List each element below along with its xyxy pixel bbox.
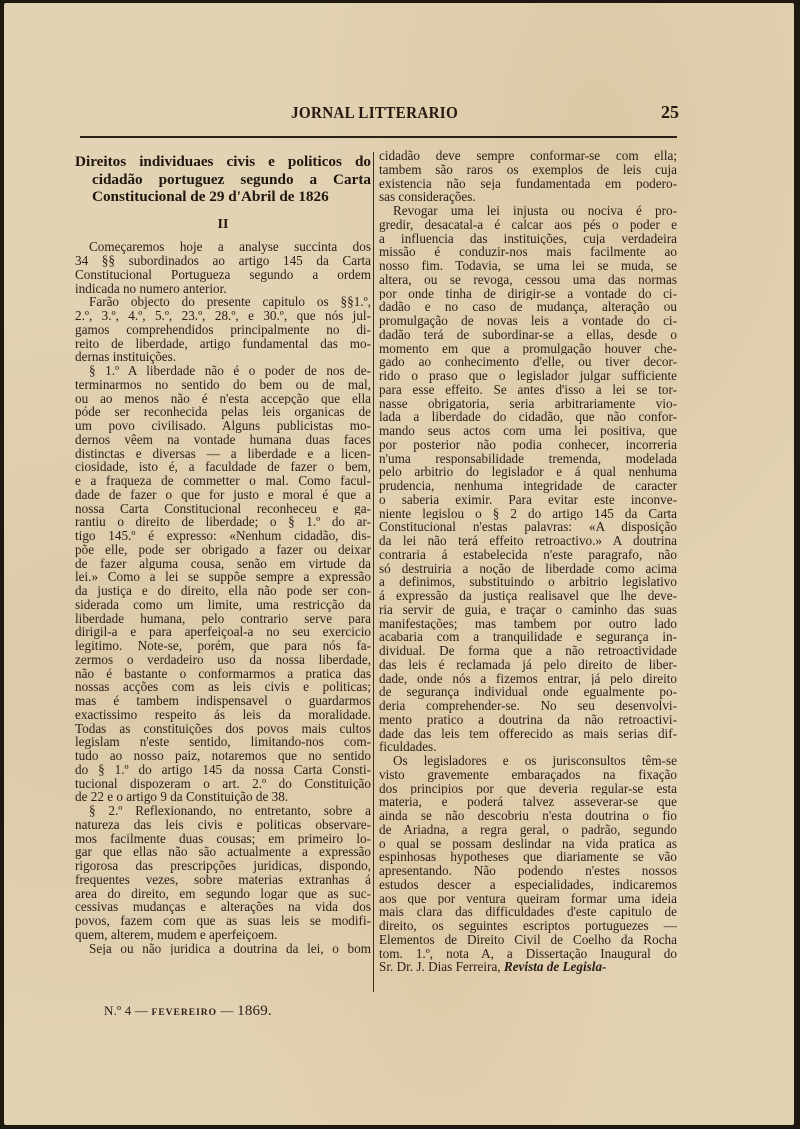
text-line: ciosidade, isto é, a faculdade de fazer o bem, — [75, 460, 371, 474]
text-line: povos, fazem com que as suas leis se modifi- — [75, 914, 371, 928]
text-line: pelo arbitrio do legislador e á qual nenhuma — [379, 465, 677, 479]
text-line: momento em que a promulgação houver che- — [379, 341, 677, 356]
text-line: exactissimo respeito ás leis da moralidade. — [75, 707, 371, 722]
right-column — [379, 149, 677, 974]
text-line: natureza das leis civis e politicas observare- — [75, 817, 371, 832]
text-line: gado ao conhecimento d'elle, ou tiver decor- — [379, 355, 677, 369]
text-line: dirigil-a e para aperfeiçoal-a no seu exercicio — [75, 625, 371, 639]
text-line: dos principios por que deveria regular-se esta — [379, 781, 677, 796]
text-line: dade, onde nós a fizemos entrar, já pelo direito — [379, 671, 677, 686]
text-line: da lei não terá effeito retroactivo.» A doutrina — [379, 534, 677, 548]
title-line: Direitos individuaes civis e politicos do — [75, 153, 371, 170]
text-line: nosso fim. Todavia, se uma lei se muda, se — [379, 259, 677, 273]
text-line: para esse effeito. Se antes d'isso a lei se tor- — [379, 382, 677, 397]
text-line: altera, ou se revoga, cessou uma das normas — [379, 272, 677, 287]
text-line: Seja ou não juridica a doutrina da lei, o bom — [89, 941, 371, 956]
text-line: quem, alterem, mudem e aperfeiçoem. — [75, 927, 278, 942]
paragraph — [379, 149, 677, 204]
text-line: siderada como um limite, uma restricção da — [75, 597, 371, 612]
text-line: Constitucional n'estas palavras: «A disposição — [379, 520, 677, 534]
text-line: missão é conduzir-nos mais facilmente ao — [379, 245, 677, 259]
text-line: legislam n'este sentido, limitando-nos com- — [75, 735, 371, 749]
text-line: zermos o verdadeiro uso da nossa liberdade, — [75, 652, 371, 667]
text-line: póde ser reconhecida pelas leis organicas de — [75, 405, 371, 419]
text-line: não é bastante o conformarmos a pratica das — [75, 666, 371, 681]
text-line: cidadão deve sempre conformar-se com ella; — [379, 149, 677, 163]
text-line: dadão e no caso de mudança, alteração ou — [379, 300, 677, 314]
text-line: Começaremos hoje a analyse succinta dos — [89, 240, 371, 254]
text-line: de 22 e o artigo 9 da Constituição de 38. — [75, 790, 289, 804]
text-line: cessivas mudanças e alterações na vida dos — [75, 900, 371, 914]
text-line: Todas as constituições dos povos mais cultos — [75, 721, 371, 736]
text-line: tambem são raros os exemplos de leis cuja — [379, 162, 677, 177]
text-line: mos facilmente duas cousas; em primeiro lo- — [75, 831, 371, 846]
text-line: a definimos, substituindo o arbitrio legislativo — [379, 575, 677, 589]
text-line: dade de fazer o que for justo e moral é que a — [75, 487, 371, 502]
text-line — [379, 960, 677, 974]
text-line: tom. 1.º, nota A, a Dissertação Inaugural do — [379, 946, 677, 961]
separator: — — [131, 1003, 152, 1018]
text-line: lada a liberdade do cidadão, que não confor- — [379, 410, 677, 424]
text-line: de segurança individual onde egualmente po- — [379, 685, 677, 699]
page-number: 25 — [661, 102, 679, 122]
text-line: põe elle, pode ser obrigado a fazer ou deixar — [75, 542, 371, 557]
text-line: aos que por ventura queiram formar uma ideia — [379, 891, 677, 906]
text-line: Elementos de Direito Civil de Coelho da Rocha — [379, 932, 677, 947]
text-line: promulgação de novas leis a vontade do ci- — [379, 314, 677, 328]
separator: — — [217, 1003, 238, 1018]
text-line: deria comprehender-se. No seu desenvolvi- — [379, 699, 677, 713]
text-line: mando seus actos com uma lei positiva, que — [379, 424, 677, 438]
paragraph — [379, 754, 677, 960]
text-line: terminarmos no sentido do bem ou de mal, — [75, 377, 371, 392]
text-line: 34 §§ subordinados ao artigo 145 da Carta — [75, 254, 371, 268]
text-line: Constitucional Portugueza segundo a ordem — [75, 267, 371, 282]
journal-running-head: JORNAL LITTERARIO — [291, 103, 459, 122]
text-line: do § 1.º do artigo 145 da nossa Carta Consti- — [75, 762, 371, 777]
text-line: reito de liberdade, artigo fundamental das mo- — [75, 336, 371, 351]
text-line: gamos comprehendidos principalmente no di- — [75, 322, 371, 337]
paragraph — [75, 942, 371, 956]
text-line: distinctas e diversas — a liberdade e a licen- — [75, 446, 371, 461]
issue-year: 1869. — [237, 1003, 272, 1019]
paragraph — [75, 364, 371, 804]
title-line: cidadão portuguez segundo a Carta — [92, 170, 371, 188]
title-line: Constitucional de 29 d'Abril de 1826 — [92, 188, 329, 205]
paragraph — [379, 204, 677, 754]
text-line: nossa Carta Constitucional reconheceu e ga- — [75, 501, 371, 516]
text-line: da justiça e do direito, ella não pode ser con- — [75, 584, 371, 598]
text-line: legitimo. Note-se, porém, que para nós fa- — [75, 639, 371, 653]
text-line: de fazer alguma cousa, senão em virtude da — [75, 556, 371, 571]
text-line: rido o praso que o legislador julgar sufficiente — [379, 369, 677, 383]
paragraph — [75, 295, 371, 364]
issue-number: N.º 4 — [104, 1003, 132, 1018]
paragraph — [75, 240, 371, 295]
text-line: nasse obrigatoria, seria arbitrariamente vio- — [379, 396, 677, 411]
text-line: nossas acções com as leis civis e politicas; — [75, 680, 371, 694]
text-line: gar que ellas não são actualmente a expressão — [75, 845, 371, 859]
text-line: existencia não seja fundamentada em podero- — [379, 176, 677, 191]
article-title — [75, 153, 371, 206]
text-line: Farão objecto do presente capitulo os §§1.º, — [89, 295, 371, 309]
text-line: niente legislou o § 2 do artigo 145 da Carta — [379, 506, 677, 521]
text-line: § 1.º A liberdade não é o poder de nos de- — [89, 364, 371, 378]
text-line: mais clara das difficuldades d'este capitulo de — [379, 905, 677, 919]
text-line: n'uma responsabilidade tremenda, modelada — [379, 451, 677, 466]
text-line: mas é tambem indispensavel o guardarmos — [75, 694, 371, 708]
text-line: ria servir de guia, e traçar o caminho das suas — [379, 602, 677, 617]
text-line: ainda se não descobriu n'esta doutrina o fio — [379, 809, 677, 823]
text-line: e a fraqueza de commetter o mal. Como facul- — [75, 474, 371, 488]
text-line: das leis é reclamada já pelo direito de liber- — [379, 657, 677, 672]
text-line: tigo 145.º é expresso: «Nenhum cidadão, dis- — [75, 529, 371, 543]
text-line: materia, e poderá talvez asseverar-se que — [379, 795, 677, 809]
issue-signature — [104, 1003, 272, 1020]
text-line: manifestações; mas tambem por outro lado — [379, 616, 677, 631]
text-line: visto gravemente embaraçados na fixação — [379, 767, 677, 782]
text-line: por onde tinha de dirigir-se a vontade do ci- — [379, 286, 677, 301]
text-line: contraria á estabelecida n'este paragrafo, não — [379, 547, 677, 562]
text-line: apresentando. Não podendo n'estes nossos — [379, 864, 677, 878]
text-line: a influencia das instituições, cuja verdadeira — [379, 231, 677, 246]
text-line: o saberia eximir. Para evitar este inconve- — [379, 492, 677, 507]
text-line: Os legisladores e os jurisconsultos têm-se — [393, 754, 677, 768]
issue-month: FEVEREIRO — [151, 1008, 218, 1018]
text-line: tucional dispozeram o art. 2.º do Constituição — [75, 776, 371, 791]
text-line: espinhosas hypotheses que diariamente se vão — [379, 850, 677, 864]
text-line: um povo civilisado. Alguns publicistas mo- — [75, 419, 371, 433]
text-line: dernas instituições. — [75, 350, 177, 364]
text-line: § 2.º Reflexionando, no entretanto, sobre a — [89, 804, 371, 818]
text-line: só destruiria a noção de liberdade como acima — [379, 561, 677, 576]
text-line: dade das leis tem offerecido as mais serias dif- — [379, 726, 677, 741]
text-line: prudencia, nenhuma integridade de caracter — [379, 479, 677, 493]
text-line: de Ariadna, a regra geral, o padrão, segundo — [379, 822, 677, 837]
text-line: dadão terá de subordinar-se a ellas, desde o — [379, 327, 677, 342]
left-column-body — [75, 240, 371, 955]
text-line: sas considerações. — [379, 190, 476, 204]
text-line: ficuldades. — [379, 740, 437, 754]
text-line: frequentes vezes, sobre materias extranhas á — [75, 872, 371, 887]
text-line: rantiu o direito de liberdade; o § 1.º do ar- — [75, 515, 371, 529]
section-number: II — [217, 216, 229, 232]
text-line: por posterior não podia conhecer, incorreria — [379, 437, 677, 452]
text-line: direito, os seguintes escriptos portuguezes — — [379, 919, 677, 933]
text-line: liberdade humana, pelo contrario serve para — [75, 611, 371, 626]
text-line: dernos vêem na vontade humana duas faces — [75, 432, 371, 447]
text-line: mento pratico a doutrina da não retroactivi- — [379, 712, 677, 727]
text-line: ou ao menos não é n'esta accepção que ella — [75, 391, 371, 406]
text-line: lei.» Como a lei se suppõe sempre a expressão — [75, 570, 371, 584]
text-line: area do direito, em segundo logar que as suc- — [75, 886, 371, 901]
text-line: estudos descer a especialidades, indicaremos — [379, 877, 677, 892]
header-rule — [80, 136, 677, 138]
final-line-text: Sr. Dr. J. Dias Ferreira, — [379, 960, 504, 974]
text-line: á expressão da justiça realisavel que lhe deve- — [379, 589, 677, 603]
text-line: o qual se possam deslindar na vida pratica as — [379, 836, 677, 851]
left-column — [75, 150, 371, 955]
column-divider — [373, 152, 374, 992]
right-column-body — [379, 149, 677, 960]
text-line: Revogar uma lei injusta ou nociva é pro- — [393, 204, 677, 218]
text-line: indicada no numero anterior. — [75, 281, 227, 296]
text-line: rigorosa das prescripções juridicas, dispondo, — [75, 859, 371, 873]
text-line: 2.º, 3.º, 4.º, 5.º, 23.º, 28.º, e 30.º, que nós jul- — [75, 309, 371, 323]
paragraph — [75, 804, 371, 942]
text-line: tudo ao nosso paiz, notaremos que no sentido — [75, 749, 371, 763]
text-line: dividual. De forma que a não retroactividade — [379, 644, 677, 658]
italic-journal-title: Revista de Legisla- — [503, 960, 607, 974]
text-line: gredir, desacatal-a é calcar aos pés o poder e — [379, 217, 677, 232]
text-line: acabaria com a tranquilidade e segurança in- — [379, 630, 677, 644]
